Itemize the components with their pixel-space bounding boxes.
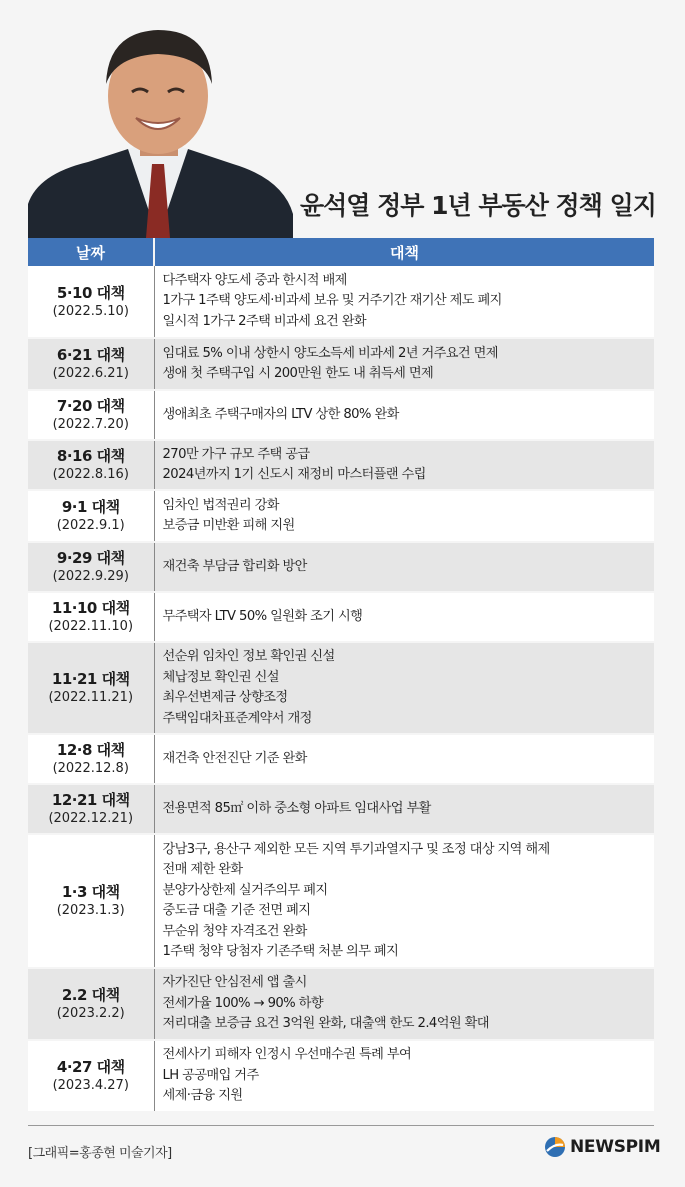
policy-item: 저리대출 보증금 요건 3억원 완화, 대출액 한도 2.4억원 확대: [162, 1016, 489, 1032]
date-cell: [28, 834, 154, 968]
policy-cell: [154, 734, 654, 784]
policy-name: 12·21 대책: [51, 791, 130, 809]
table-row: [28, 592, 654, 642]
divider: [28, 1125, 654, 1126]
policy-name: 4·27 대책: [56, 1058, 125, 1076]
policy-item: 자가진단 안심전세 앱 출시: [162, 975, 307, 991]
policy-name: 6·21 대책: [56, 346, 125, 364]
policy-item: 임대료 5% 이내 상한시 양도소득세 비과세 2년 거주요건 면제: [162, 345, 498, 361]
column-header-date: 날짜: [28, 238, 154, 266]
date-cell: [28, 440, 154, 490]
policy-cell: [154, 834, 654, 968]
policy-date: (2023.1.3): [56, 903, 125, 918]
policy-name: 5·10 대책: [56, 283, 125, 302]
policy-table: [28, 238, 654, 1113]
policy-item: 중도금 대출 기준 전면 폐지: [162, 903, 311, 918]
policy-item: 전세사기 피해자 인정시 우선매수권 특례 부여: [162, 1047, 412, 1063]
newspim-logo: [544, 1136, 660, 1158]
table-row: [28, 338, 654, 390]
policy-item: 무주택자 LTV 50% 일원화 조기 시행: [162, 608, 363, 624]
policy-cell: [154, 390, 654, 440]
policy-item: 전용면적 85㎡ 이하 중소형 아파트 임대사업 부활: [162, 800, 431, 816]
policy-item: 최우선변제금 상향조정: [162, 690, 288, 705]
policy-date: (2022.7.20): [52, 417, 129, 432]
policy-date: (2022.8.16): [52, 467, 129, 482]
policy-name: 11·10 대책: [51, 599, 130, 617]
date-cell: [28, 968, 154, 1040]
date-cell: [28, 338, 154, 390]
policy-cell: [154, 542, 654, 592]
date-cell: [28, 592, 154, 642]
policy-item: 생애최초 주택구매자의 LTV 상한 80% 완화: [162, 406, 399, 422]
policy-cell: [154, 266, 654, 338]
column-header-policy: 대책: [154, 238, 654, 266]
graphic-credit: [그래픽=홍종현 미술기자]: [28, 1146, 172, 1161]
policy-date: (2022.11.21): [48, 690, 134, 705]
policy-item: 선순위 임차인 정보 확인권 신설: [162, 649, 335, 664]
policy-date: (2022.5.10): [52, 303, 129, 319]
policy-item: 생애 첫 주택구입 시 200만원 한도 내 취득세 면제: [162, 366, 434, 381]
policy-item: 재건축 안전진단 기준 완화: [162, 750, 307, 766]
policy-name: 2.2 대책: [61, 986, 120, 1004]
policy-name: 7·20 대책: [56, 397, 125, 415]
date-cell: [28, 490, 154, 542]
policy-date: (2022.12.8): [52, 761, 129, 776]
table-row: [28, 1040, 654, 1112]
policy-name: 1·3 대책: [61, 883, 120, 901]
policy-item: 재건축 부담금 합리화 방안: [162, 558, 307, 574]
table-row: [28, 734, 654, 784]
policy-item: 보증금 미반환 피해 지원: [162, 518, 295, 533]
policy-date: (2022.12.21): [48, 811, 134, 826]
table-row: [28, 968, 654, 1040]
policy-item: 2024년까지 1기 신도시 재정비 마스터플랜 수립: [162, 467, 426, 482]
date-cell: [28, 734, 154, 784]
policy-name: 9·1 대책: [61, 498, 120, 516]
policy-date: (2022.6.21): [52, 366, 129, 381]
table-row: [28, 390, 654, 440]
policy-item: 분양가상한제 실거주의무 폐지: [162, 882, 328, 898]
policy-cell: [154, 642, 654, 734]
policy-cell: [154, 968, 654, 1040]
table-row: [28, 440, 654, 490]
policy-cell: [154, 1040, 654, 1112]
policy-item: 무순위 청약 자격조건 완화: [162, 923, 307, 939]
policy-date: (2023.4.27): [52, 1078, 129, 1093]
policy-item: 일시적 1가구 2주택 비과세 요건 완화: [162, 313, 366, 329]
policy-item: 전매 제한 완화: [162, 862, 243, 877]
policy-date: (2023.2.2): [56, 1006, 125, 1021]
date-cell: [28, 1040, 154, 1112]
policy-item: 전세가율 100% → 90% 하향: [162, 995, 323, 1011]
date-cell: [28, 266, 154, 338]
page-title: 윤석열 정부 1년 부동산 정책 일지: [300, 191, 656, 220]
policy-date: (2022.9.29): [52, 569, 129, 584]
logo-text: NEWSPIM: [570, 1137, 661, 1157]
policy-item: 강남3구, 용산구 제외한 모든 지역 투기과열지구 및 조정 대상 지역 해제: [162, 841, 550, 857]
policy-item: 주택임대차표준계약서 개정: [162, 710, 312, 726]
policy-item: 270만 가구 규모 주택 공급: [162, 446, 310, 462]
portrait-photo: [28, 14, 293, 238]
policy-cell: [154, 592, 654, 642]
policy-date: (2022.9.1): [56, 518, 125, 533]
table-row: [28, 784, 654, 834]
date-cell: [28, 642, 154, 734]
policy-name: 8·16 대책: [56, 447, 125, 465]
table-row: [28, 542, 654, 592]
policy-name: 11·21 대책: [51, 670, 130, 688]
policy-cell: [154, 440, 654, 490]
policy-item: LH 공공매입 거주: [162, 1067, 259, 1083]
policy-item: 1주택 청약 당첨자 기존주택 처분 의무 폐지: [162, 944, 399, 959]
policy-cell: [154, 338, 654, 390]
policy-name: 12·8 대책: [56, 741, 125, 759]
date-cell: [28, 542, 154, 592]
date-cell: [28, 784, 154, 834]
table-row: [28, 490, 654, 542]
policy-cell: [154, 490, 654, 542]
policy-item: 임차인 법적권리 강화: [162, 497, 279, 513]
policy-item: 세제·금융 지원: [162, 1088, 243, 1104]
date-cell: [28, 390, 154, 440]
policy-item: 체납정보 확인권 신설: [162, 669, 279, 685]
table-row: [28, 834, 654, 968]
policy-cell: [154, 784, 654, 834]
table-row: [28, 266, 654, 338]
policy-name: 9·29 대책: [56, 549, 125, 567]
policy-item: 다주택자 양도세 중과 한시적 배제: [162, 272, 347, 288]
policy-date: (2022.11.10): [48, 619, 134, 634]
table-row: [28, 642, 654, 734]
newspim-logo-icon: [544, 1136, 566, 1158]
policy-item: 1가구 1주택 양도세·비과세 보유 및 거주기간 재기산 제도 폐지: [162, 293, 502, 309]
